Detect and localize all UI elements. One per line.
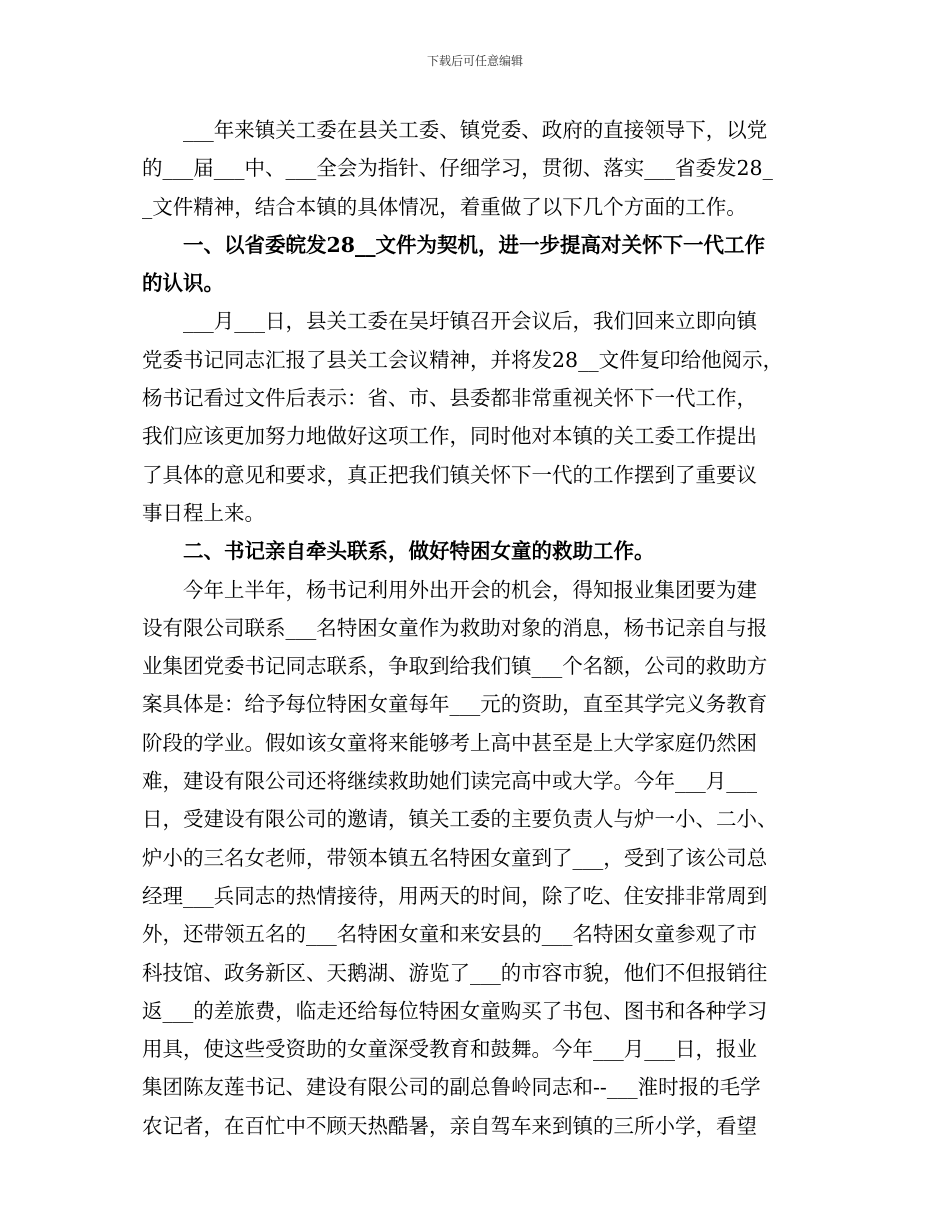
text-line: 党委书记同志汇报了县关工会议精神，并将发28__文件复印给他阅示， [142,347,784,372]
text-line: _文件精神，结合本镇的具体情况，着重做了以下几个方面的工作。 [142,194,747,219]
text-line: 事日程上来。 [142,500,265,525]
text-line: 返___的差旅费，临走还给每位特困女童购买了书包、图书和各种学习 [142,998,768,1023]
page-header: 下载后可任意编辑 [426,54,523,68]
document-body [142,111,818,1145]
section-heading-line: 的认识。 [142,271,224,296]
text-line: ___年来镇关工委在县关工委、镇党委、政府的直接领导下，以党 [142,118,768,142]
section-heading-line: 二、书记亲自牵头联系，做好特困女童的救助工作。 [142,539,655,564]
text-line: 我们应该更加努力地做好这项工作，同时他对本镇的关工委工作提出 [142,424,757,449]
text-line: 杨书记看过文件后表示：省、市、县委都非常重视关怀下一代工作， [142,386,757,411]
text-line: 业集团党委书记同志联系，争取到给我们镇___个名额，公司的救助方 [142,654,768,679]
text-line: 日，受建设有限公司的邀请，镇关工委的主要负责人与炉一小、二小、 [142,807,778,832]
text-line: 了具体的意见和要求，真正把我们镇关怀下一代的工作摆到了重要议 [142,462,757,487]
text-line: 农记者，在百忙中不顾天热酷暑，亲自驾车来到镇的三所小学，看望 [142,1113,757,1138]
text-line: ___月___日，县关工委在吴圩镇召开会议后，我们回来立即向镇 [142,309,757,334]
text-line: 今年上半年，杨书记利用外出开会的机会，得知报业集团要为建 [142,577,757,602]
text-line: 设有限公司联系___名特困女童作为救助对象的消息，杨书记亲自与报 [142,615,768,640]
text-line: 难，建设有限公司还将继续救助她们读完高中或大学。今年___月___ [142,769,757,794]
text-line: 炉小的三名女老师，带领本镇五名特困女童到了___，受到了该公司总 [142,845,768,870]
text-line: 案具体是：给予每位特困女童每年___元的资助，直至其学完义务教育 [142,692,768,717]
text-line: 科技馆、政务新区、天鹅湖、游览了___的市容市貌，他们不但报销往 [142,960,768,985]
text-line: 的___届___中、___全会为指针、仔细学习，贯彻、落实___省委发28_ [142,156,773,181]
text-line: 经理___兵同志的热情接待，用两天的时间，除了吃、住安排非常周到 [142,883,768,908]
text-line: 阶段的学业。假如该女童将来能够考上高中甚至是上大学家庭仍然困 [142,730,757,755]
text-line: 用具，使这些受资助的女童深受教育和鼓舞。今年___月___日，报业 [142,1037,757,1062]
text-line: 集团陈友莲书记、建设有限公司的副总鲁岭同志和--___淮时报的毛学 [142,1075,761,1100]
text-line: 外，还带领五名的___名特困女童和来安县的___名特困女童参观了市 [142,922,757,947]
section-heading-line: 一、以省委皖发28__文件为契机，进一步提高对关怀下一代工作 [142,232,766,257]
